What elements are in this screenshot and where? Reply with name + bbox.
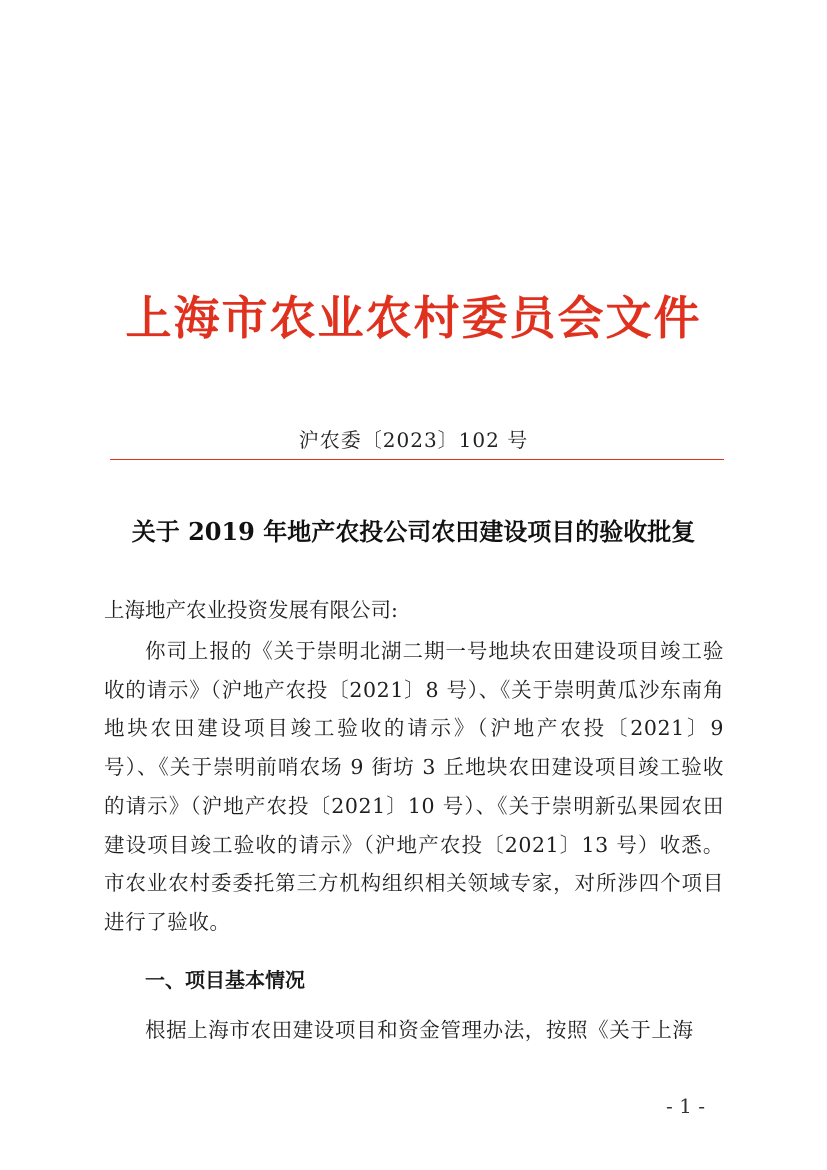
red-divider-line <box>110 459 724 460</box>
addressee: 上海地产农业投资发展有限公司: <box>104 598 398 622</box>
masthead-title: 上海市农业农村委员会文件 <box>125 291 702 345</box>
page-number: - 1 - <box>666 1094 705 1118</box>
section-heading-1: 一、项目基本情况 <box>145 968 305 992</box>
document-title: 关于 2019 年地产农投公司农田建设项目的验收批复 <box>131 517 696 546</box>
document-number: 沪农委〔2023〕102 号 <box>298 428 529 452</box>
body-paragraph-1: 你司上报的《关于崇明北湖二期一号地块农田建设项目竣工验收的请示》（沪地产农投〔2021〕8 号）、《关于崇明黄瓜沙东南角地块农田建设项目竣工验收的请示》（沪地产农投〔2021〕9 号）、《关于崇明前哨农场 9 街坊 3 丘地块农田建设项目竣工验收的请示》（沪地产农投〔2021〕10 号）、《关于崇明新弘果园农田建设项目竣工验收的请示》（沪地产农投〔2021〕13 号）收悉。市农业农村委委托第三方机构组织相关领域专家，对所涉四个项目进行了验收。 <box>104 639 724 934</box>
body-paragraph-2: 根据上海市农田建设项目和资金管理办法，按照《关于上海 <box>145 1018 694 1042</box>
